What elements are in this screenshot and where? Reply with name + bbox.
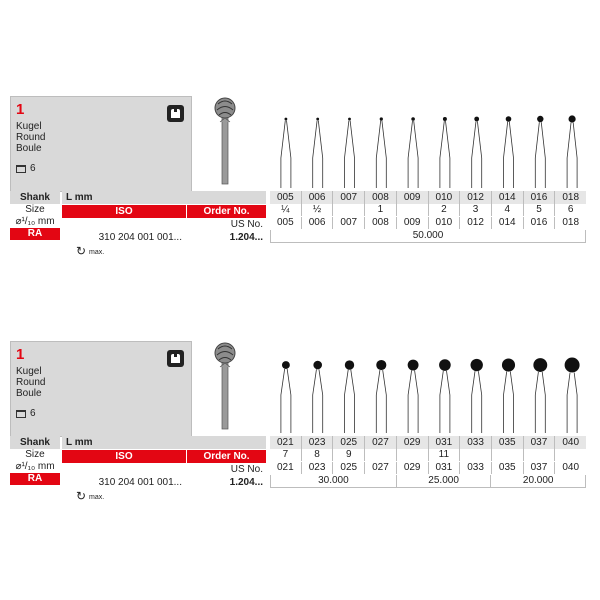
pack-icon [16, 410, 26, 418]
code-cell: 037 [523, 462, 555, 474]
size-label: Size [10, 449, 60, 461]
iso-header: ISO [62, 205, 186, 218]
us-row [62, 464, 266, 476]
product-card [10, 341, 192, 437]
size-cell: 007 [332, 191, 364, 204]
code-cell: 012 [459, 217, 491, 229]
us-cell [396, 204, 428, 216]
us-cell [396, 449, 428, 461]
ra-label: RA [10, 228, 60, 240]
figure-number: 1 [16, 346, 25, 363]
us-cell [523, 449, 555, 461]
rpm-value: 25.000 [396, 475, 491, 487]
header-row [62, 450, 266, 463]
us-cell: 4 [491, 204, 523, 216]
bur-illustration [471, 359, 483, 433]
code-cell: 014 [491, 217, 523, 229]
product-section-1 [0, 88, 600, 318]
order-header: Order No. [187, 450, 266, 463]
diameter-label: ⌀¹/₁₀ mm [10, 461, 60, 473]
bur-illustration [408, 360, 419, 433]
us-cell: 2 [428, 204, 460, 216]
size-cell: 008 [364, 191, 396, 204]
product-names [16, 121, 45, 154]
name-fr: Boule [16, 143, 42, 154]
name-en: Round [16, 132, 46, 143]
rpm-max-label: max. [89, 494, 105, 501]
bur-illustration [345, 118, 355, 188]
code-cell: 027 [364, 462, 396, 474]
label-column [10, 436, 60, 485]
rpm-bar [270, 475, 586, 488]
figure-number: 1 [16, 101, 25, 118]
product-names [16, 366, 45, 399]
bur-illustration [440, 117, 450, 188]
bur-illustration [502, 358, 515, 433]
iso-header: ISO [62, 450, 186, 463]
size-grid [270, 436, 586, 488]
header-row [62, 205, 266, 218]
us-cell: 1 [364, 204, 396, 216]
rpm-max-label: max. [89, 249, 105, 256]
shank-label: Shank [10, 191, 60, 204]
name-en: Round [16, 377, 46, 388]
size-cell: 037 [523, 436, 555, 449]
name-de: Kugel [16, 366, 42, 377]
rpm-value: 50.000 [412, 230, 444, 241]
code-cell: 035 [491, 462, 523, 474]
lmm-label: L mm [62, 191, 266, 204]
rotation-icon: ↻ [76, 244, 87, 258]
size-label: Size [10, 204, 60, 216]
us-cell: 8 [301, 449, 333, 461]
rpm-row [62, 490, 266, 502]
pack-quantity [16, 163, 36, 174]
rpm-value: 20.000 [490, 475, 585, 487]
product-card [10, 96, 192, 192]
us-cell: 7 [282, 449, 289, 460]
code-cell: 005 [277, 217, 294, 228]
rpm-row [62, 245, 266, 257]
code-cell: 009 [396, 217, 428, 229]
code-cell: 007 [332, 217, 364, 229]
bur-illustration [504, 116, 514, 188]
code-cell: 029 [396, 462, 428, 474]
us-cell: 11 [428, 449, 460, 461]
size-cell: 040 [554, 436, 586, 449]
ra-label: RA [10, 473, 60, 485]
bur-illustration [281, 361, 291, 433]
code-cell: 018 [554, 217, 586, 229]
us-cell: 5 [523, 204, 555, 216]
bur-shape-icon [167, 350, 184, 367]
size-cell: 009 [396, 191, 428, 204]
size-cell: 012 [459, 191, 491, 204]
size-cell: 005 [270, 191, 301, 204]
bur-illustration [345, 360, 355, 433]
size-cell: 018 [554, 191, 586, 204]
label-column [10, 191, 60, 240]
code-cell: 010 [428, 217, 460, 229]
us-label: US No. [230, 219, 263, 230]
size-row [270, 191, 586, 204]
name-de: Kugel [16, 121, 42, 132]
bur-illustration [376, 360, 386, 433]
bur-detail-image [215, 343, 235, 429]
pack-count: 6 [30, 408, 36, 419]
us-cell: 9 [332, 449, 364, 461]
size-cell: 023 [301, 436, 333, 449]
size-cell: 035 [491, 436, 523, 449]
bur-illustration [408, 117, 418, 188]
size-cell: 031 [428, 436, 460, 449]
lmm-label: L mm [62, 436, 266, 449]
bur-detail-image [215, 98, 235, 184]
code-cell: 025 [332, 462, 364, 474]
bur-illustrations [200, 88, 590, 188]
us-row [62, 219, 266, 231]
bur-illustration [533, 358, 547, 433]
code-row [270, 462, 586, 475]
us-row [270, 204, 586, 217]
iso-code: 310 204 001 001... [98, 232, 182, 243]
rpm-value: 30.000 [318, 475, 349, 486]
bur-illustration [439, 359, 451, 433]
us-label: US No. [230, 464, 263, 475]
us-cell: ½ [301, 204, 333, 216]
code-cell: 008 [364, 217, 396, 229]
code-cell: 021 [277, 462, 294, 473]
name-fr: Boule [16, 388, 42, 399]
size-cell: 027 [364, 436, 396, 449]
us-cell: 3 [459, 204, 491, 216]
bur-illustration [376, 117, 386, 188]
code-cell: 006 [301, 217, 333, 229]
size-cell: 029 [396, 436, 428, 449]
us-cell [364, 449, 396, 461]
size-cell: 014 [491, 191, 523, 204]
size-cell: 033 [459, 436, 491, 449]
code-cell: 023 [301, 462, 333, 474]
size-cell: 006 [301, 191, 333, 204]
pack-icon [16, 165, 26, 173]
us-cell: ¼ [281, 204, 290, 215]
bur-illustration [535, 116, 545, 188]
order-code: 1.204... [229, 477, 263, 488]
product-section-2 [0, 333, 600, 563]
bur-illustration [565, 358, 580, 434]
bur-shape-icon [167, 105, 184, 122]
order-header: Order No. [187, 205, 266, 218]
size-row [270, 436, 586, 449]
rotation-icon: ↻ [76, 489, 87, 503]
size-cell: 010 [428, 191, 460, 204]
order-code: 1.204... [229, 232, 263, 243]
bur-illustration [313, 361, 323, 433]
iso-code: 310 204 001 001... [98, 477, 182, 488]
code-cell: 016 [523, 217, 555, 229]
us-cell [554, 449, 586, 461]
code-row [62, 232, 266, 244]
us-cell: 6 [554, 204, 586, 216]
bur-illustrations [200, 333, 590, 433]
bur-illustration [472, 117, 482, 188]
us-cell [459, 449, 491, 461]
bur-illustration [567, 115, 577, 188]
us-row [270, 449, 586, 462]
pack-count: 6 [30, 163, 36, 174]
shank-label: Shank [10, 436, 60, 449]
us-cell [332, 204, 364, 216]
bur-illustration [313, 118, 323, 188]
size-cell: 016 [523, 191, 555, 204]
diameter-label: ⌀¹/₁₀ mm [10, 216, 60, 228]
code-cell: 031 [428, 462, 460, 474]
rpm-bar [270, 230, 586, 243]
us-cell [491, 449, 523, 461]
size-grid [270, 191, 586, 243]
size-cell: 021 [270, 436, 301, 449]
code-row [62, 477, 266, 489]
code-row [270, 217, 586, 230]
pack-quantity [16, 408, 36, 419]
code-cell: 033 [459, 462, 491, 474]
bur-illustration [281, 118, 291, 188]
code-cell: 040 [554, 462, 586, 474]
size-cell: 025 [332, 436, 364, 449]
